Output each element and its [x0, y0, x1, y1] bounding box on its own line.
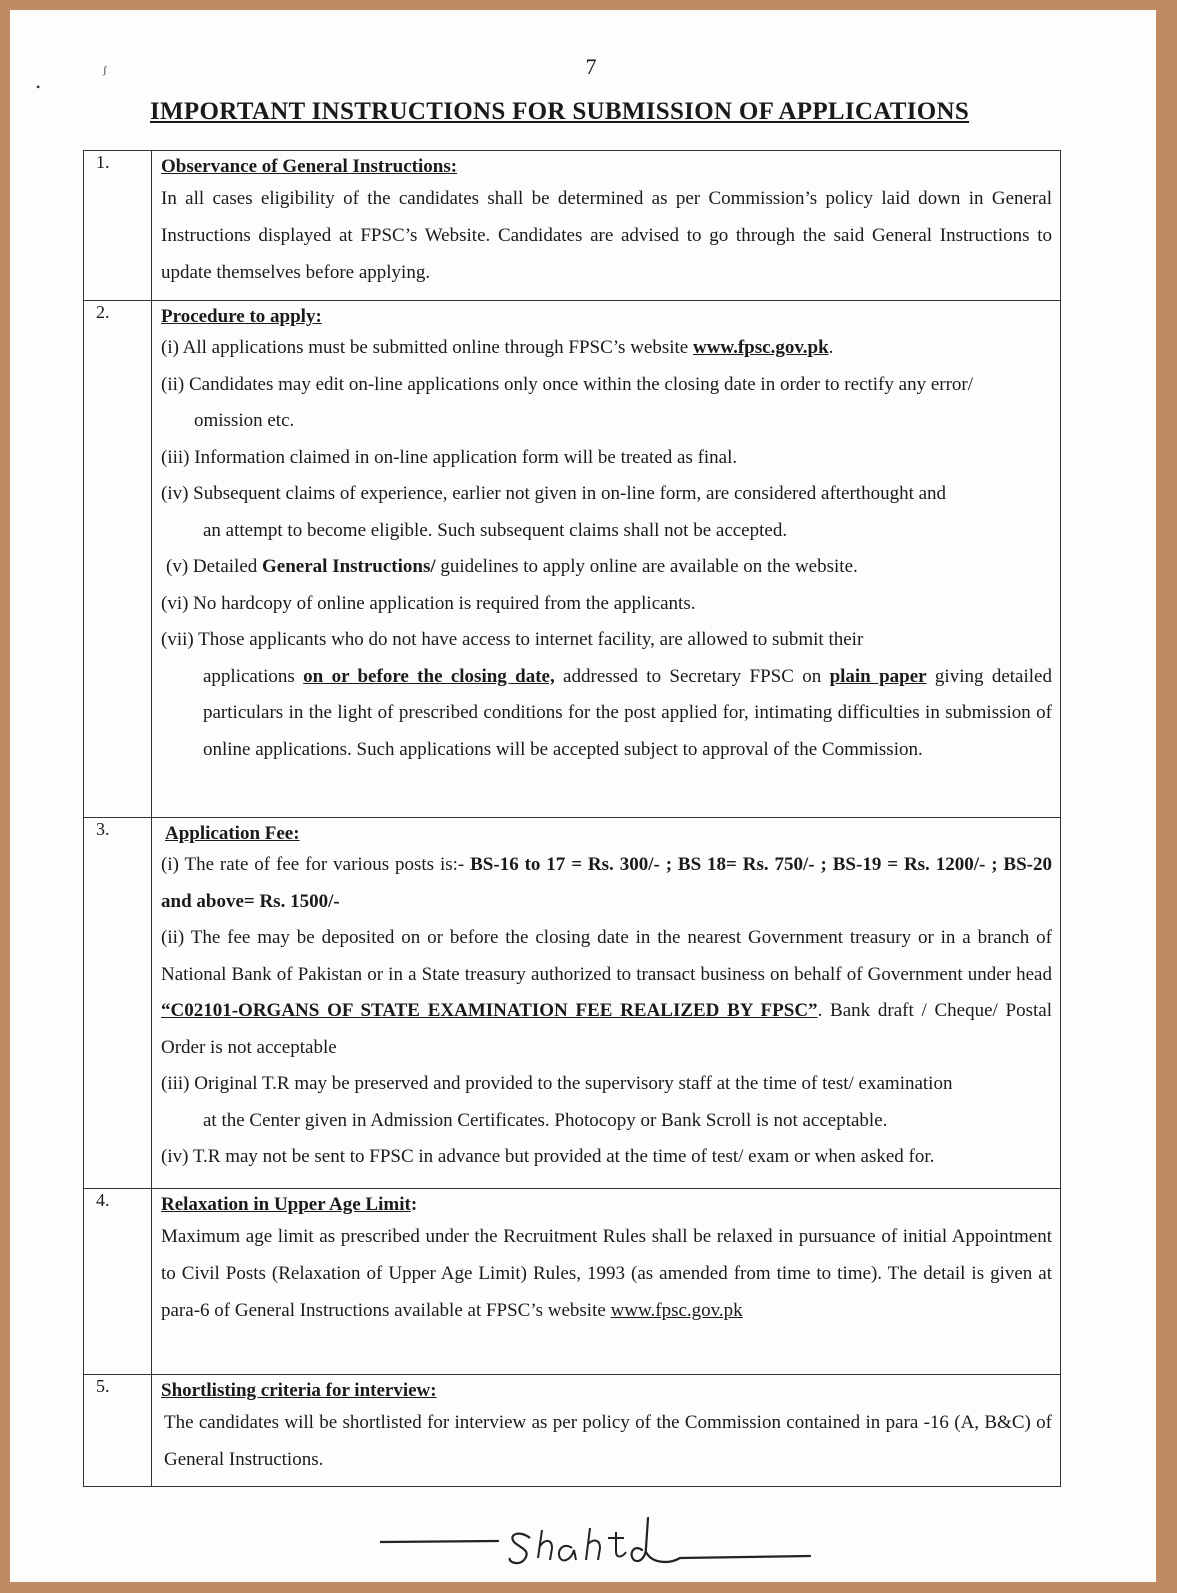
website-link[interactable]: www.fpsc.gov.pk — [692, 337, 829, 358]
section-heading: Shortlisting criteria for interview: — [161, 1380, 437, 1401]
section-number: 5. — [84, 1375, 152, 1487]
section-row — [84, 151, 1061, 301]
list-item: (iii) Original T.R may be preserved and provided to the supervisory staff at the time of test/ examination — [161, 1073, 953, 1094]
list-item: (iv) Subsequent claims of experience, earlier not given in on-line form, are considered afterthought and — [161, 483, 947, 504]
scan-speck: ʃ — [103, 64, 107, 76]
section-number: 2. — [84, 301, 152, 818]
section-body — [152, 1189, 1061, 1375]
section-row — [84, 818, 1061, 1189]
section-heading: Application Fee: — [165, 823, 300, 844]
document-page — [10, 10, 1156, 1582]
section-text: Maximum age limit as prescribed under the Recruitment Rules shall be relaxed in pursuance of initial Appointment to Civil Posts (Relaxation of Upper Age Limit) Rules, 1993 (as amended from time to time). The detail is given at para-6 of General Instructions available at FPSC’s website www.fpsc.gov.pk — [161, 1226, 1052, 1321]
section-row — [84, 1375, 1061, 1487]
list-item: (i) The rate of fee for various posts is:- BS-16 to 17 = Rs. 300/- ; BS 18= Rs. 750/- ; BS-19 = Rs. 1200/- ; BS-20 and above= Rs. 1500/- — [161, 854, 1052, 912]
section-heading: Procedure to apply: — [161, 306, 322, 327]
section-row — [84, 1189, 1061, 1375]
list-item: (ii) Candidates may edit on-line applications only once within the closing date in order to rectify any error/ — [161, 373, 974, 395]
section-number: 3. — [84, 818, 152, 1189]
instructions-table — [83, 150, 1061, 1487]
section-text: In all cases eligibility of the candidates shall be determined as per Commission’s policy laid down in General Instructions displayed at FPSC’s Website. Candidates are advised to go through the said General Instructions to update themselves before applying. — [161, 188, 1052, 283]
page-number: 7 — [585, 54, 597, 79]
section-body — [152, 151, 1061, 301]
list-item: (vii) Those applicants who do not have access to internet facility, are allowed to submit their — [161, 629, 864, 650]
section-number: 1. — [84, 151, 152, 301]
list-item: (iii) Information claimed in on-line application form will be treated as final. — [161, 446, 738, 468]
section-number: 4. — [84, 1189, 152, 1375]
list-item-continuation: applications on or before the closing date, addressed to Secretary FPSC on plain paper giving detailed particulars in the light of prescribed conditions for the post applied for, intimating difficulties in submission of online applications. Such applications will be accepted subject to approval of the Commission. — [203, 665, 1052, 760]
list-item-continuation: an attempt to become eligible. Such subsequent claims shall not be accepted. — [203, 519, 788, 541]
list-item: (iv) T.R may not be sent to FPSC in advance but provided at the time of test/ exam or when asked for. — [161, 1146, 935, 1167]
page-title: IMPORTANT INSTRUCTIONS FOR SUBMISSION OF APPLICATIONS — [150, 98, 970, 125]
list-item: (i) All applications must be submitted online through FPSC’s website www.fpsc.gov.pk. — [161, 337, 834, 358]
list-item: (v) Detailed General Instructions/ guidelines to apply online are available on the website. — [166, 556, 858, 577]
section-body — [152, 1375, 1061, 1487]
section-body — [152, 818, 1061, 1189]
section-heading: Relaxation in Upper Age Limit: — [161, 1194, 418, 1215]
list-item-continuation: omission etc. — [194, 410, 295, 431]
list-item: (ii) The fee may be deposited on or before the closing date in the nearest Government treasury or in a branch of National Bank of Pakistan or in a State treasury authorized to transact business on behalf of Government under head “C02101-ORGANS OF STATE EXAMINATION FEE REALIZED BY FPSC”. Bank draft / Cheque/ Postal Order is not acceptable — [161, 927, 1052, 1058]
list-item-continuation: at the Center given in Admission Certificates. Photocopy or Bank Scroll is not acceptable. — [203, 1109, 888, 1131]
section-heading: Observance of General Instructions: — [161, 156, 458, 177]
website-link[interactable]: www.fpsc.gov.pk — [610, 1300, 743, 1321]
section-row — [84, 301, 1061, 818]
scan-speck: • — [36, 80, 41, 94]
section-text: The candidates will be shortlisted for interview as per policy of the Commission contained in para -16 (A, B&C) of General Instructions. — [164, 1412, 1052, 1470]
handwritten-signature — [380, 1508, 820, 1578]
section-body — [152, 301, 1061, 818]
list-item: (vi) No hardcopy of online application is required from the applicants. — [161, 592, 696, 614]
